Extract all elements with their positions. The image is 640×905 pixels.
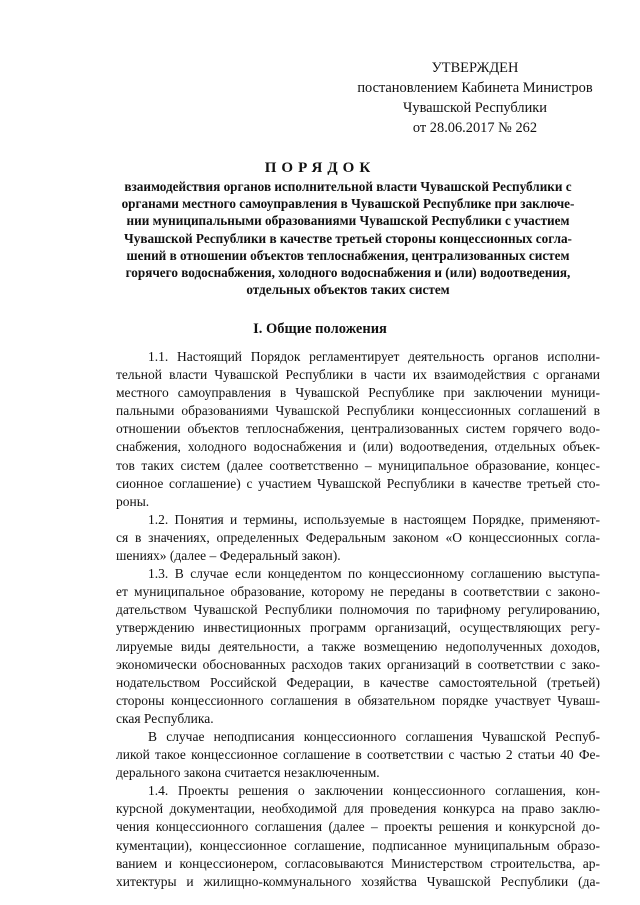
body-line: лируемые виды деятельности, а также возмещению недополученных доходов, [116,638,600,654]
body-line: пальными образованиями Чувашской Республики концессионных соглашений в [116,403,600,419]
body-line: 1.3. В случае если концедентом по концессионному соглашению выступа- [148,566,600,582]
body-line: утверждению инвестиционных программ организаций, осуществляющих регу- [116,620,600,636]
body-line: В случае неподписания концессионного соглашения Чувашской Респуб- [148,728,600,744]
body-line: тельной власти Чувашской Республики в части их взаимодействия с органами [116,367,600,383]
document-subtitle [98,178,598,298]
body-line: чения концессионного соглашения (далее – проекты решения и конкурсной до- [116,819,600,835]
body-line: дательством Чувашской Республики полномочия по тарифному регулированию, [116,602,600,618]
document-title: ПОРЯДОК [264,160,376,176]
body-line: ская Республика. [116,710,214,726]
body-line: дерального закона считается незаключенным. [116,765,380,781]
body-line: тов таких систем (далее соответственно – муниципальное образование, концес- [116,457,600,473]
body-line: хитектуры и жилищно-коммунального хозяйства Чувашской Республики (да- [116,873,600,889]
body-line: отношении объектов теплоснабжения, централизованных систем горячего водо- [116,421,600,437]
subtitle-line: отдельных объектов таких систем [246,282,450,298]
body-line: 1.2. Понятия и термины, используемые в настоящем Порядке, применяют- [148,511,600,527]
body-line: ликой такое концессионное соглашение в соответствии с частью 2 статьи 40 Фе- [116,747,600,763]
subtitle-line: органами местного самоуправления в Чувашской Республике при заключе- [121,196,575,212]
approval-stamp [352,58,598,138]
body-line: 1.1. Настоящий Порядок регламентирует деятельность органов исполни- [148,349,600,364]
subtitle-line: Чувашской Республики в качестве третьей стороны концессионных согла- [124,230,572,246]
body-line: местного самоуправления в Чувашской Республике при заключении муници- [116,385,600,401]
section-heading: I. Общие положения [253,321,387,337]
body-line: экономически обоснованных расходов таких организаций в соответствии с зако- [116,656,600,672]
body-line: нодательством Российской Федерации, в качестве самостоятельной (третьей) [116,674,600,690]
approval-line: от 28.06.2017 № 262 [412,120,538,136]
body-line: курсной документации, необходимой для проведения конкурса на право заклю- [116,801,600,817]
body-line: 1.4. Проекты решения о заключении концессионного соглашения, кон- [148,783,600,799]
body-line: сионное соглашение) с участием Чувашской Республики в качестве третьей сто- [116,475,600,491]
body-line: ет муниципальное образование, которому не переданы в соответствии с законо- [116,584,600,600]
document-body [116,348,600,891]
body-line: снабжения, холодного водоснабжения и (или) водоотведения, отдельных объек- [116,439,600,455]
body-line: стороны концессионного соглашения в обязательном порядке участвует Чуваш- [116,692,600,708]
subtitle-line: взаимодействия органов исполнительной власти Чувашской Республики с [124,179,572,194]
approval-line: УТВЕРЖДЕН [431,60,519,76]
subtitle-line: горячего водоснабжения, холодного водоснабжения и (или) водоотведения, [125,265,571,281]
subtitle-line: шений в отношении объектов теплоснабжения, централизованных систем [126,247,570,263]
body-line: кументации), концессионное соглашение, подписанное муниципальным образо- [116,837,600,853]
approval-line: постановлением Кабинета Министров [357,80,593,96]
subtitle-line: нии муниципальными образованиями Чувашской Республики с участием [126,213,570,229]
body-line: роны. [116,493,150,509]
body-line: шениях» (далее – Федеральный закон). [116,548,341,564]
body-line: ся в значениях, определенных Федеральным законом «О концессионных согла- [116,529,600,545]
approval-line: Чувашской Республики [403,100,547,116]
body-line: ванием и концессионером, согласовываются Министерством строительства, ар- [116,855,600,871]
